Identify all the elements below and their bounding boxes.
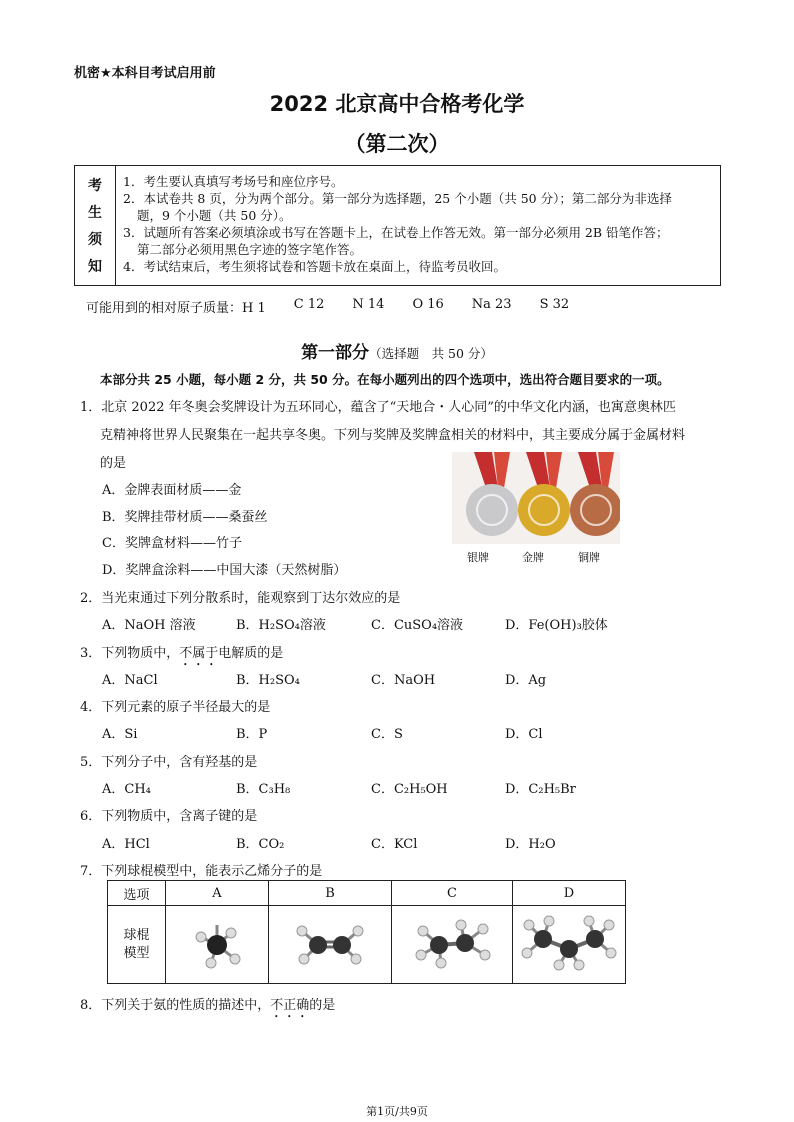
q1-option-d: D．奖牌盒涂料——中国大漆（天然树脂） <box>102 563 347 578</box>
model-a-cell <box>166 906 269 984</box>
methane-model-icon <box>187 913 247 973</box>
confidential-notice: 机密★本科目考试启用前 <box>74 66 216 81</box>
medals-image <box>452 452 620 544</box>
q8-text-pre: 8．下列关于氨的性质的描述中， <box>80 998 271 1013</box>
atomic-mass: N 14 <box>352 297 385 312</box>
q4-option-d: D．Cl <box>505 727 543 742</box>
notice-item: 3．试题所有答案必须填涂或书写在答题卡上，在试卷上作答无效。第一部分必须用 2B 铅笔作答； <box>123 225 669 240</box>
q5-option-b: B．C₃H₈ <box>236 782 291 797</box>
q6-option-c: C．KCl <box>371 837 418 852</box>
q1-line: 的是 <box>100 456 127 471</box>
q4-option-a: A．Si <box>102 727 138 742</box>
ethylene-model-icon <box>290 915 370 971</box>
q1-option-a: A．金牌表面材质——金 <box>102 483 242 498</box>
atomic-mass: S 32 <box>539 297 570 312</box>
exam-title: 2022 北京高中合格考化学 <box>269 92 525 116</box>
table-header-cell: A <box>166 881 269 906</box>
atomic-mass: O 16 <box>412 297 444 312</box>
part1-instruction: 本部分共 25 小题，每小题 2 分，共 50 分。在每小题列出的四个选项中，选出符合题目要求的一项。 <box>100 372 670 387</box>
q3-option-d: D．Ag <box>505 673 547 688</box>
notice-item: 4．考试结束后，考生须将试卷和答题卡放在桌面上，待监考员收回。 <box>123 259 506 274</box>
q4-text: 4．下列元素的原子半径最大的是 <box>80 700 271 715</box>
q2-option-c: C．CuSO₄溶液 <box>371 618 464 633</box>
q4-option-c: C．S <box>371 727 403 742</box>
part1-note: （选择题 共 50 分） <box>369 346 493 361</box>
notice-label-char: 考 <box>88 178 102 195</box>
notice-item: 2．本试卷共 8 页，分为两个部分。第一部分为选择题，25 个小题（共 50 分）；第二部分为非选择 <box>123 191 672 206</box>
q1-line: 1．北京 2022 年冬奥会奖牌设计为五环同心，蕴含了“天地合・人心同”的中华文化内涵，也寓意奥林匹 <box>80 400 676 415</box>
q1-option-c: C．奖牌盒材料——竹子 <box>102 536 242 551</box>
notice-label-char: 生 <box>88 205 102 222</box>
model-d-cell <box>513 906 626 984</box>
q2-option-d: D．Fe(OH)₃胶体 <box>505 618 608 633</box>
q8-text-post: 的是 <box>309 998 336 1013</box>
notice-items <box>123 173 712 275</box>
q1-line: 克精神将世界人民聚集在一起共享冬奥。下列与奖牌及奖牌盒相关的材料中，其主要成分属于金属材料 <box>100 428 686 443</box>
atomic-mass: C 12 <box>293 297 325 312</box>
q2-text: 2．当光束通过下列分散系时，能观察到丁达尔效应的是 <box>80 591 401 606</box>
medal-caption-gold: 金牌 <box>522 551 544 564</box>
q3-option-a: A．NaCl <box>102 673 158 688</box>
atomic-mass: Na 23 <box>471 297 512 312</box>
notice-label <box>75 166 116 285</box>
q3-text-post: 电解质的是 <box>218 646 284 661</box>
medal-caption-bronze: 铜牌 <box>578 551 600 564</box>
q1-option-b: B．奖牌挂带材质——桑蚕丝 <box>102 510 268 525</box>
q2-option-a: A．NaOH 溶液 <box>102 618 196 633</box>
notice-label-char: 知 <box>88 258 102 275</box>
notice-label-char: 须 <box>88 231 102 248</box>
q3-option-c: C．NaOH <box>371 673 436 688</box>
q5-option-a: A．CH₄ <box>102 782 151 797</box>
bronze-medal-icon <box>570 484 620 536</box>
row-label: 球棍 模型 <box>108 906 166 984</box>
q5-text: 5．下列分子中，含有羟基的是 <box>80 755 258 770</box>
q8-text <box>80 994 335 1021</box>
gold-medal-icon <box>518 484 570 536</box>
q6-option-b: B．CO₂ <box>236 837 285 852</box>
propane-model-icon <box>519 913 619 973</box>
model-c-cell <box>392 906 513 984</box>
q6-text: 6．下列物质中，含离子键的是 <box>80 809 258 824</box>
part1-heading <box>0 338 794 363</box>
table-header-cell: C <box>392 881 513 906</box>
atomic-mass: 可能用到的相对原子质量：H 1 <box>86 301 266 316</box>
q2-option-b: B．H₂SO₄溶液 <box>236 618 326 633</box>
q5-option-c: C．C₂H₅OH <box>371 782 448 797</box>
ball-stick-model-table <box>107 880 626 984</box>
table-header-cell: D <box>513 881 626 906</box>
q7-text: 7．下列球棍模型中，能表示乙烯分子的是 <box>80 864 323 879</box>
part1-title: 第一部分 <box>301 343 370 363</box>
silver-medal-icon <box>466 484 518 536</box>
ethane-model-icon <box>409 915 495 971</box>
notice-item-continued: 第二部分必须用黑色字迹的签字笔作答。 <box>137 242 363 257</box>
page-footer: 第1页/共9页 <box>366 1105 428 1118</box>
q6-option-a: A．HCl <box>102 837 150 852</box>
table-header-cell: 选项 <box>108 881 166 906</box>
q6-option-d: D．H₂O <box>505 837 556 852</box>
q8-emphasis: 不正确 <box>270 998 310 1013</box>
q4-option-b: B．P <box>236 727 268 742</box>
medal-caption-silver: 银牌 <box>467 551 489 564</box>
q3-text-pre: 3．下列物质中， <box>80 646 180 661</box>
q3-text <box>80 642 283 669</box>
atomic-masses <box>86 297 597 316</box>
candidate-notice-box <box>74 165 721 286</box>
q3-emphasis: 不属于 <box>179 646 219 661</box>
table-header-cell: B <box>269 881 392 906</box>
exam-subtitle: （第二次） <box>344 132 450 156</box>
q5-option-d: D．C₂H₅Br <box>505 782 576 797</box>
notice-item: 1．考生要认真填写考场号和座位序号。 <box>123 174 344 189</box>
model-b-cell <box>269 906 392 984</box>
q3-option-b: B．H₂SO₄ <box>236 673 300 688</box>
notice-item-continued: 题，9 个小题（共 50 分）。 <box>137 208 292 223</box>
